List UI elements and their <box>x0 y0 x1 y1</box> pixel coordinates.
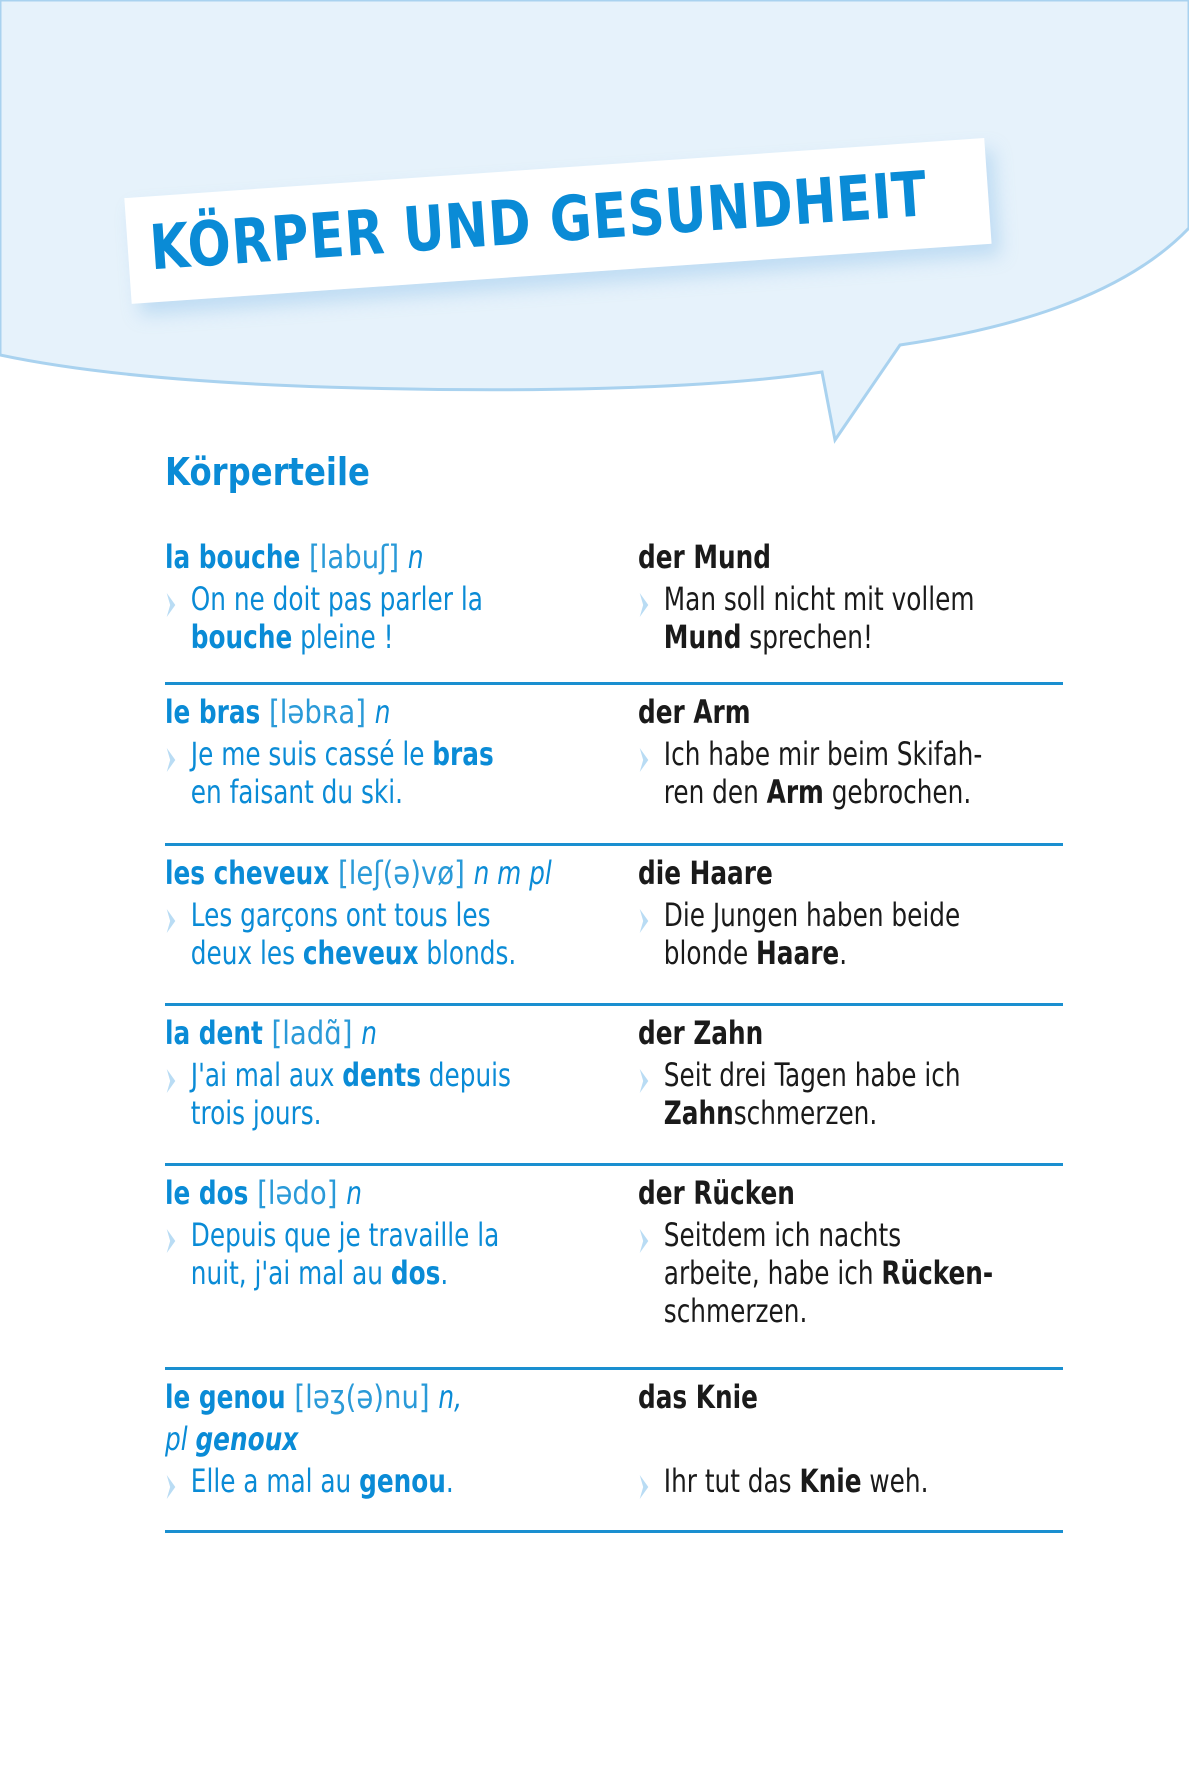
vocabulary-entry <box>165 846 1063 1006</box>
phonetic-transcription: [lədo] <box>248 1174 347 1212</box>
example-text: Elle a mal au genou. <box>190 1462 454 1500</box>
example-marker-icon <box>165 1222 177 1248</box>
grammar-label: n, <box>438 1378 462 1416</box>
french-example-line <box>165 1054 511 1096</box>
french-headword: les cheveux <box>165 854 330 892</box>
french-headword: le genou <box>165 1378 286 1416</box>
grammar-label: n <box>374 693 391 731</box>
example-text: Mund sprechen! <box>663 618 873 656</box>
german-example-line <box>638 1290 807 1332</box>
phonetic-transcription: [labuʃ] <box>300 538 408 576</box>
french-headword-line <box>165 1376 462 1418</box>
phonetic-transcription: [leʃ(ə)vø] <box>329 854 474 892</box>
example-marker-icon <box>638 586 650 612</box>
highlighted-word: Rücken- <box>881 1254 994 1292</box>
german-example-line <box>638 771 971 813</box>
french-example-line <box>165 1252 448 1294</box>
highlighted-word: Mund <box>663 618 742 656</box>
phonetic-transcription: [ləbʀa] <box>260 693 375 731</box>
german-example-line <box>638 578 974 620</box>
example-text: J'ai mal aux dents depuis <box>190 1056 511 1094</box>
german-example-line <box>638 1054 961 1096</box>
plural-form: genoux <box>195 1420 299 1458</box>
german-headword: der Rücken <box>638 1174 795 1212</box>
example-text: Man soll nicht mit vollem <box>663 580 975 618</box>
example-text: Je me suis cassé le bras <box>190 735 494 773</box>
highlighted-word: Haare <box>756 934 840 972</box>
highlighted-word: Zahn <box>663 1094 734 1132</box>
example-text: Depuis que je travaille la <box>190 1216 500 1254</box>
german-example-line <box>638 932 847 974</box>
highlighted-word: Knie <box>799 1462 862 1500</box>
french-example-line <box>165 616 394 658</box>
plural-label: pl <box>165 1420 196 1458</box>
example-marker-icon <box>165 1062 177 1088</box>
french-example-line <box>165 932 516 974</box>
example-text: arbeite, habe ich Rücken- <box>663 1254 994 1292</box>
plural-line <box>165 1418 298 1460</box>
example-marker-icon <box>638 1062 650 1088</box>
french-headword-line <box>165 1172 362 1214</box>
highlighted-word: bouche <box>190 618 293 656</box>
french-headword-line <box>165 1012 377 1054</box>
highlighted-word: dents <box>342 1056 421 1094</box>
french-example-line <box>165 1460 454 1502</box>
example-marker-icon <box>165 586 177 612</box>
example-text: Seitdem ich nachts <box>663 1216 902 1254</box>
phonetic-transcription: [ladɑ̃] <box>262 1014 362 1052</box>
french-headword-line <box>165 852 552 894</box>
example-marker-icon <box>638 1222 650 1248</box>
german-example-line <box>638 1252 993 1294</box>
example-marker-icon <box>638 902 650 928</box>
french-example-line <box>165 1092 322 1134</box>
example-text: Les garçons ont tous les <box>190 896 491 934</box>
highlighted-word: bras <box>432 735 494 773</box>
french-example-line <box>165 1214 499 1256</box>
vocabulary-entry <box>165 1370 1063 1533</box>
french-headword: la bouche <box>165 538 301 576</box>
grammar-label: n <box>346 1174 362 1212</box>
german-headword: der Mund <box>638 538 771 576</box>
example-text: trois jours. <box>190 1094 322 1132</box>
example-text: Ihr tut das Knie weh. <box>663 1462 929 1500</box>
vocabulary-entry <box>165 1006 1063 1166</box>
french-headword: le bras <box>165 693 261 731</box>
vocabulary-entry <box>165 530 1063 685</box>
german-example-line <box>638 616 873 658</box>
german-example-line <box>638 1460 928 1502</box>
example-text: ren den Arm gebrochen. <box>663 773 972 811</box>
french-example-line <box>165 771 403 813</box>
example-marker-icon <box>638 741 650 767</box>
example-text: nuit, j'ai mal au dos. <box>190 1254 449 1292</box>
highlighted-word: genou <box>359 1462 446 1500</box>
example-text: en faisant du ski. <box>190 773 403 811</box>
example-text: Seit drei Tagen habe ich <box>663 1056 961 1094</box>
french-headword: le dos <box>165 1174 249 1212</box>
german-example-line <box>638 894 960 936</box>
french-headword-line <box>165 691 390 733</box>
grammar-label: n <box>407 538 424 576</box>
highlighted-word: cheveux <box>302 934 419 972</box>
example-text: Die Jungen haben beide <box>663 896 961 934</box>
french-example-line <box>165 894 490 936</box>
french-example-line <box>165 733 494 775</box>
german-example-line <box>638 733 982 775</box>
example-text: Ich habe mir beim Skifah- <box>663 735 983 773</box>
vocabulary-entry <box>165 1166 1063 1370</box>
german-example-line <box>638 1214 901 1256</box>
vocabulary-list <box>165 530 1063 1533</box>
example-marker-icon <box>165 902 177 928</box>
example-text: blonde Haare. <box>663 934 848 972</box>
page-title: KÖRPER UND GESUNDHEIT <box>147 157 930 285</box>
highlighted-word: dos <box>390 1254 441 1292</box>
example-text: bouche pleine ! <box>190 618 394 656</box>
example-marker-icon <box>165 1468 177 1494</box>
french-example-line <box>165 578 483 620</box>
phonetic-transcription: [ləʒ(ə)nu] <box>285 1378 439 1416</box>
german-example-line <box>638 1092 877 1134</box>
example-marker-icon <box>165 741 177 767</box>
vocabulary-entry <box>165 685 1063 846</box>
grammar-label: n m pl <box>473 854 552 892</box>
example-text: deux les cheveux blonds. <box>190 934 517 972</box>
example-marker-icon <box>638 1468 650 1494</box>
german-headword: das Knie <box>638 1378 758 1416</box>
german-headword: der Zahn <box>638 1014 764 1052</box>
german-headword: die Haare <box>638 854 773 892</box>
highlighted-word: Arm <box>766 773 824 811</box>
example-text: On ne doit pas parler la <box>190 580 483 618</box>
french-headword: la dent <box>165 1014 263 1052</box>
german-headword: der Arm <box>638 693 751 731</box>
example-text: Zahnschmerzen. <box>663 1094 878 1132</box>
example-text: schmerzen. <box>663 1292 808 1330</box>
french-headword-line <box>165 536 424 578</box>
section-heading: Körperteile <box>165 450 370 494</box>
grammar-label: n <box>361 1014 377 1052</box>
